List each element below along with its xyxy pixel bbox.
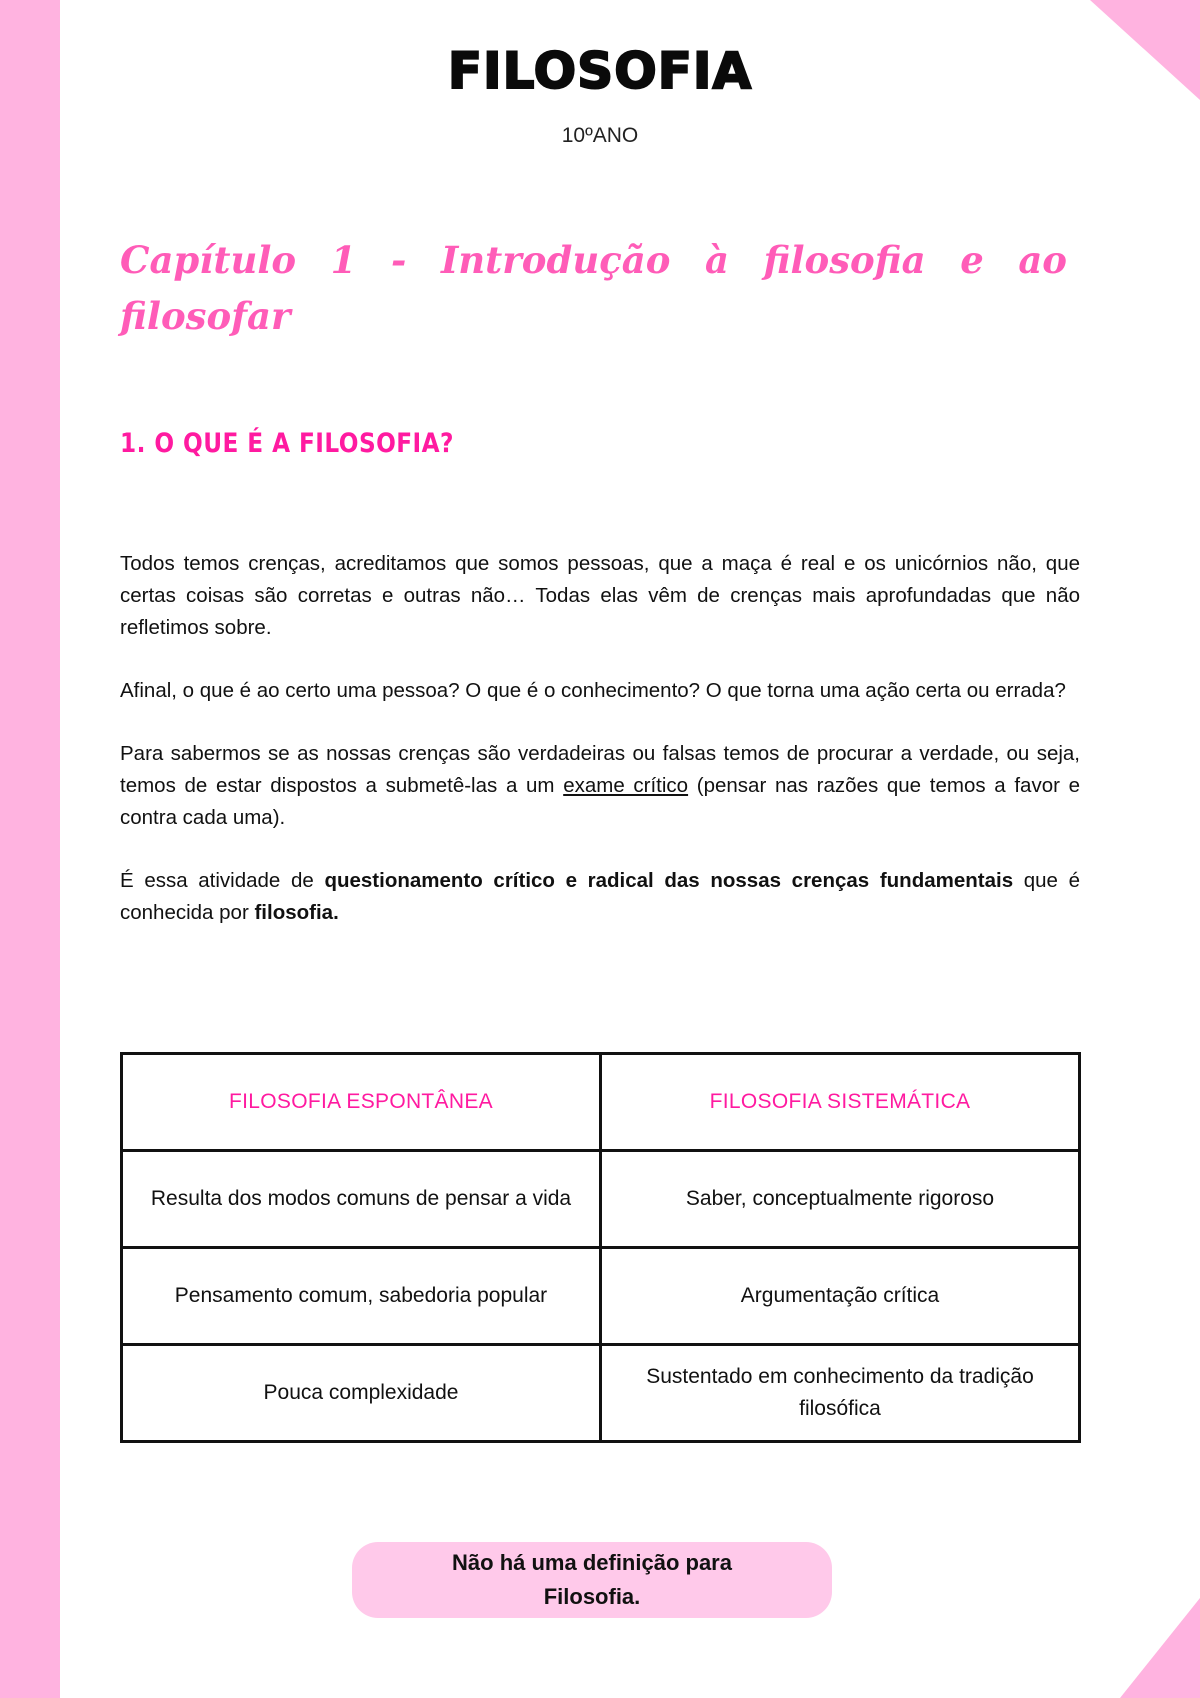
table-cell: Argumentação crítica	[601, 1248, 1080, 1345]
chapter-title: Capítulo 1 - Introdução à filosofia e ao filosofar	[120, 238, 1067, 338]
header-espontanea: FILOSOFIA ESPONTÂNEA	[122, 1054, 601, 1151]
body-text	[120, 548, 1080, 960]
paragraph-3-text-b: (pensar nas razões que temos a favor e contra cada uma).	[120, 774, 1081, 829]
table-header-row	[122, 1054, 1080, 1151]
paragraph-4-text-a: É essa atividade de	[120, 869, 325, 892]
paragraph-3-text-a: Para sabermos se as nossas crenças são verdadeiras ou falsas temos de procurar a verdade, ou seja, temos de estar dispostos a submetê-las a um	[120, 742, 1080, 797]
section-heading: 1. O QUE É A FILOSOFIA?	[120, 428, 454, 459]
table-row	[122, 1151, 1080, 1248]
table-cell: Pensamento comum, sabedoria popular	[122, 1248, 601, 1345]
paragraph-4	[120, 865, 1080, 929]
paragraph-3	[120, 738, 1080, 834]
document-title: FILOSOFIA	[447, 42, 753, 100]
header-sistematica: FILOSOFIA SISTEMÁTICA	[601, 1054, 1080, 1151]
table-cell: Saber, conceptualmente rigoroso	[601, 1151, 1080, 1248]
table-row	[122, 1345, 1080, 1442]
document-subtitle: 10ºANO	[561, 124, 639, 147]
footer-note-box	[352, 1542, 832, 1618]
paragraph-4-bold-b: filosofia.	[254, 901, 339, 924]
paragraph-1: Todos temos crenças, acreditamos que somos pessoas, que a maça é real e os unicórnios não, que certas coisas são corretas e outras não… Todas elas vêm de crenças mais aprofundadas que não refletimos sobre.	[120, 552, 1080, 639]
footer-note-text: Não há uma definição para Filosofia.	[452, 1550, 732, 1609]
table-cell: Sustentado em conhecimento da tradição filosófica	[601, 1345, 1080, 1442]
left-decorative-bar	[0, 0, 60, 1698]
exame-critico-underlined: exame crítico	[563, 774, 689, 797]
table-cell: Resulta dos modos comuns de pensar a vida	[122, 1151, 601, 1248]
table-cell: Pouca complexidade	[122, 1345, 601, 1442]
bottom-right-corner-decoration	[1120, 1598, 1200, 1698]
paragraph-2: Afinal, o que é ao certo uma pessoa? O que é o conhecimento? O que torna uma ação certa ou errada?	[120, 679, 1066, 702]
paragraph-4-text-b: que é conhecida por	[120, 869, 1081, 924]
table-row	[122, 1248, 1080, 1345]
paragraph-4-bold-a: questionamento crítico e radical das nossas crenças fundamentais	[324, 869, 1014, 892]
comparison-table	[120, 1052, 1081, 1443]
